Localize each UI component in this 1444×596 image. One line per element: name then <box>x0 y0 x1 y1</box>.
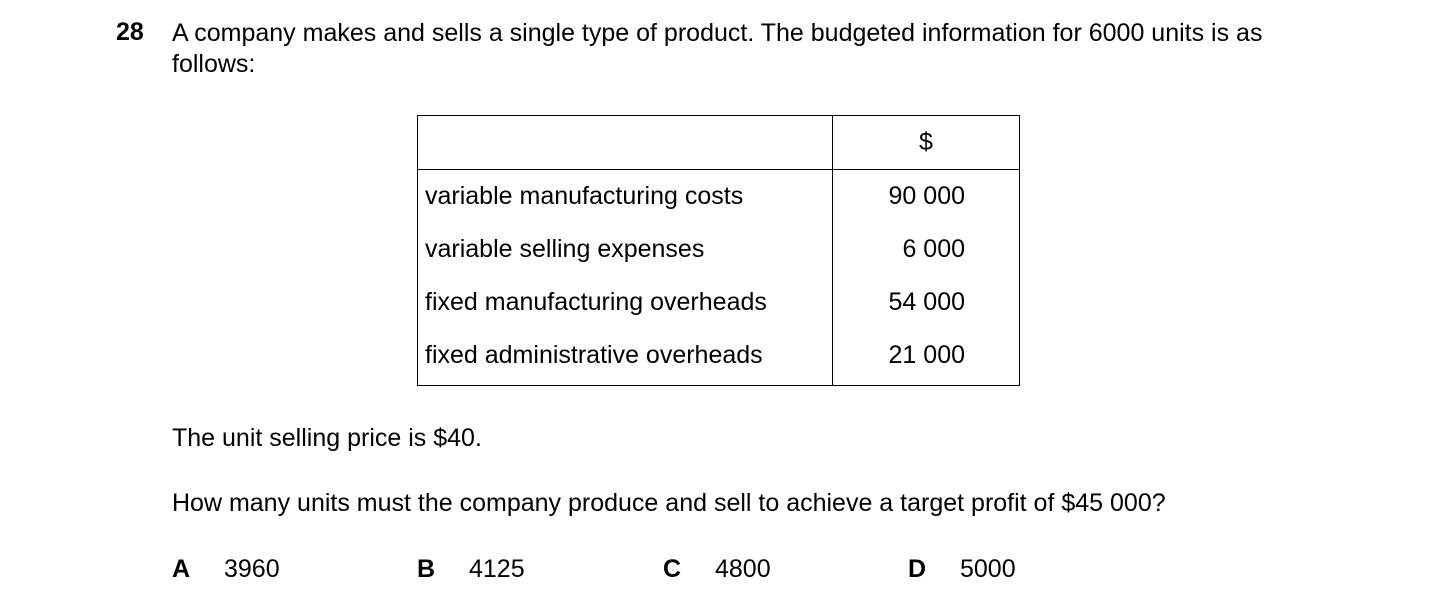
row-label: variable manufacturing costs <box>425 182 744 210</box>
question-number: 28 <box>116 18 144 46</box>
option-c[interactable] <box>663 555 771 584</box>
option-d[interactable] <box>908 555 1016 584</box>
value-column <box>833 170 1020 386</box>
header-label-cell <box>418 116 833 170</box>
table-header-row <box>418 116 1020 170</box>
option-b[interactable] <box>417 555 525 584</box>
row-value: 90 000 <box>888 182 965 210</box>
row-label: fixed manufacturing overheads <box>425 288 767 316</box>
option-a[interactable] <box>172 555 280 584</box>
option-value: 3960 <box>224 555 280 583</box>
question-prompt: How many units must the company produce and sell to achieve a target profit of $45 000? <box>172 489 1166 517</box>
budget-table <box>417 115 1020 386</box>
row-value: 6 000 <box>902 235 965 263</box>
unit-price-statement: The unit selling price is $40. <box>172 424 482 452</box>
row-label: variable selling expenses <box>425 235 705 263</box>
option-letter: B <box>417 555 436 583</box>
option-letter: A <box>172 555 191 583</box>
table-body-row <box>418 170 1020 386</box>
header-currency-cell: $ <box>833 116 1020 170</box>
row-label: fixed administrative overheads <box>425 341 763 369</box>
label-column <box>418 170 833 386</box>
question-stem: A company makes and sells a single type of product. The budgeted information for 6000 units is as follows: <box>172 19 1263 78</box>
option-letter: D <box>908 555 927 583</box>
option-value: 4125 <box>469 555 525 583</box>
option-value: 4800 <box>715 555 771 583</box>
option-value: 5000 <box>960 555 1016 583</box>
row-value: 54 000 <box>888 288 965 316</box>
option-letter: C <box>663 555 682 583</box>
row-value: 21 000 <box>888 341 965 369</box>
